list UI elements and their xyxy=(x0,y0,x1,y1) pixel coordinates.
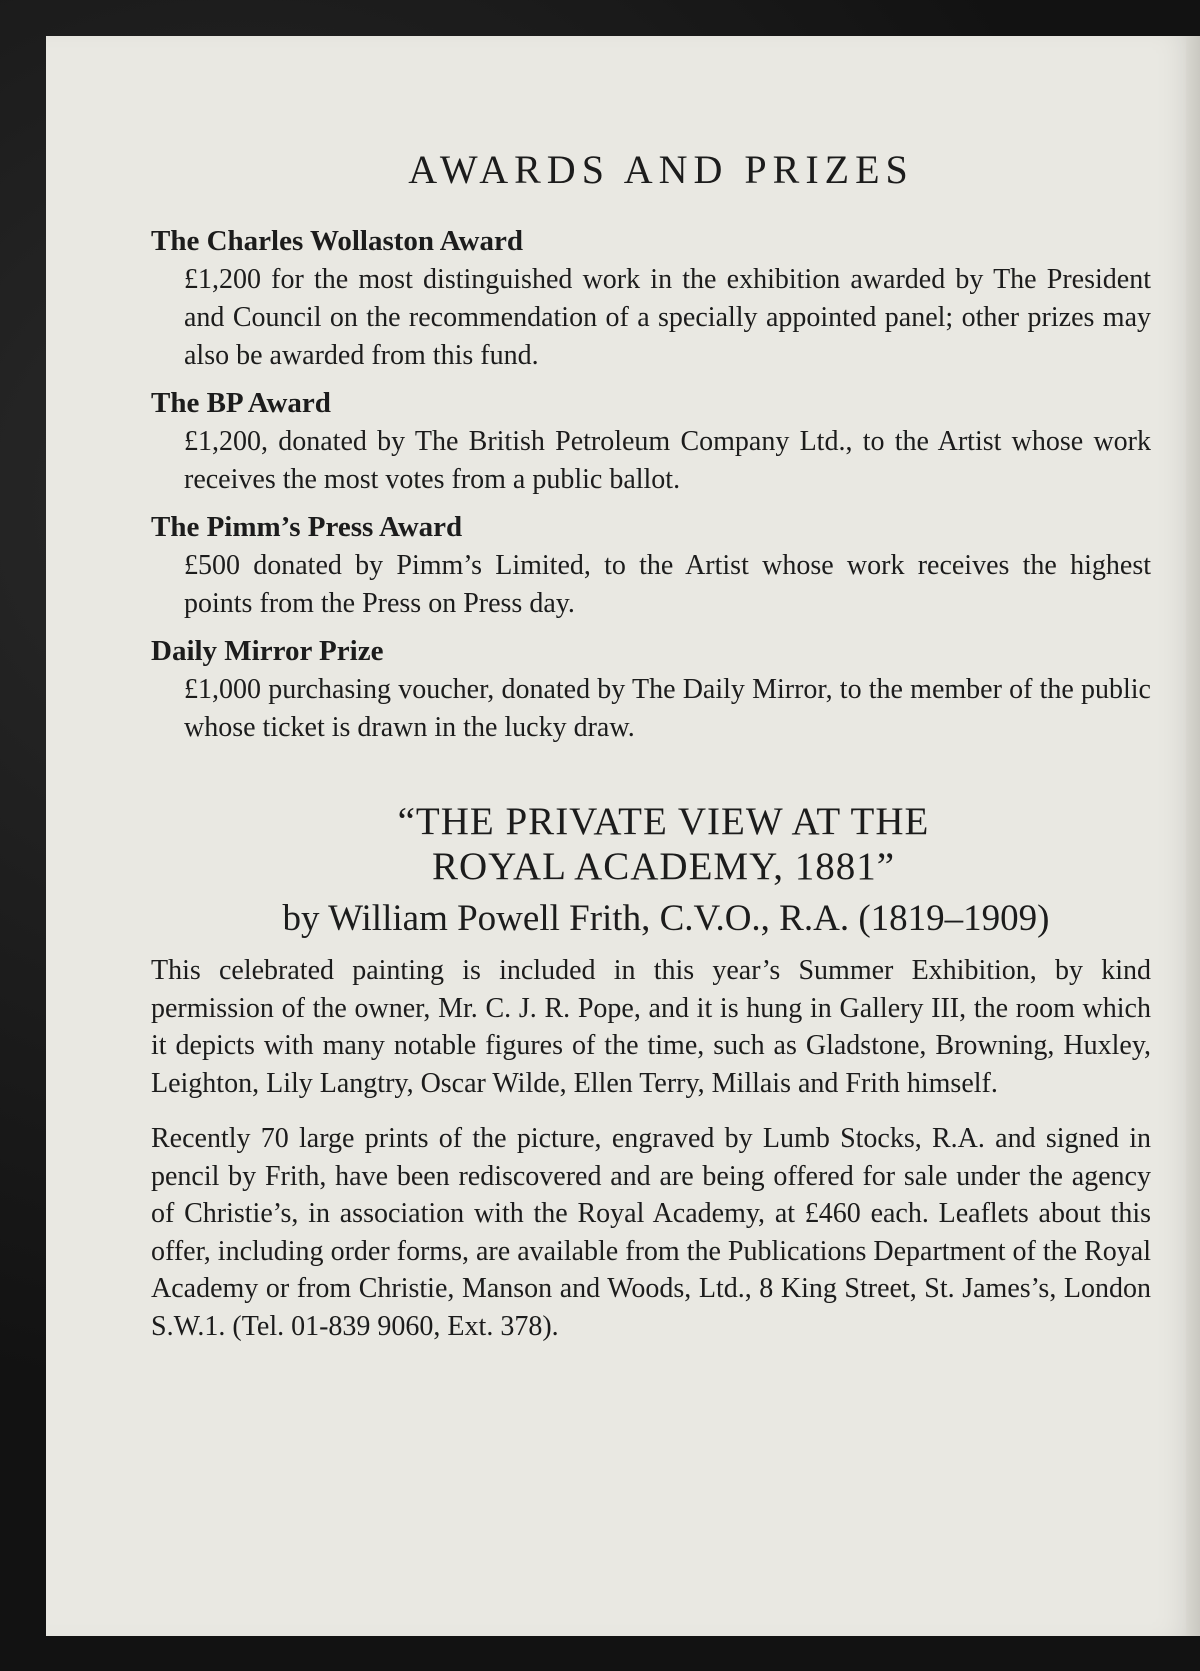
award-name: The BP Award xyxy=(151,387,331,419)
award-description: £500 donated by Pimm’s Limited, to the Artist whose work receives the highest points from the Press on Press day. xyxy=(184,550,1151,619)
award-item xyxy=(151,221,1151,375)
painting-byline: by William Powell Frith, C.V.O., R.A. (1819–1909) xyxy=(282,898,1050,939)
page-edge xyxy=(1186,36,1200,1636)
document-page xyxy=(46,36,1200,1636)
award-item xyxy=(151,383,1151,499)
award-description: £1,200, donated by The British Petroleum Company Ltd., to the Artist whose work receives the most votes from a public ballot. xyxy=(184,426,1151,495)
painting-title-line-1: “THE PRIVATE VIEW AT THE xyxy=(397,800,930,843)
awards-title: AWARDS AND PRIZES xyxy=(408,147,914,192)
award-item xyxy=(151,631,1151,747)
painting-paragraph-1: This celebrated painting is included in this year’s Summer Exhibition, by kind permission of the owner, Mr. C. J. R. Pope, and it is hung in Gallery III, the room which it depicts with many notable figures of the time, such as Gladstone, Browning, Huxley, Leighton, Lily Langtry, Oscar Wilde, Ellen Terry, Millais and Frith himself. xyxy=(151,955,1151,1099)
award-item xyxy=(151,507,1151,623)
award-name: The Charles Wollaston Award xyxy=(151,225,523,257)
award-name: Daily Mirror Prize xyxy=(151,635,384,667)
award-name: The Pimm’s Press Award xyxy=(151,511,463,543)
painting-paragraph-2: Recently 70 large prints of the picture, engraved by Lumb Stocks, R.A. and signed in pencil by Frith, have been rediscovered and are being offered for sale under the agency of Christie’s, in association with the Royal Academy, at £460 each. Leaflets about this offer, including order forms, are available from the Publications Department of the Royal Academy or from Christie, Manson and Woods, Ltd., 8 King Street, St. James’s, London S.W.1. (Tel. 01-839 9060, Ext. 378). xyxy=(151,1123,1151,1342)
award-description: £1,200 for the most distinguished work in the exhibition awarded by The President and Council on the recommendation of a specially appointed panel; other prizes may also be awarded from this fund. xyxy=(184,264,1151,371)
page-content xyxy=(151,146,1151,1359)
award-description: £1,000 purchasing voucher, donated by The Daily Mirror, to the member of the public whose ticket is drawn in the lucky draw. xyxy=(184,674,1151,743)
painting-title-line-2: ROYAL ACADEMY, 1881” xyxy=(431,845,896,888)
painting-title xyxy=(151,799,1151,889)
